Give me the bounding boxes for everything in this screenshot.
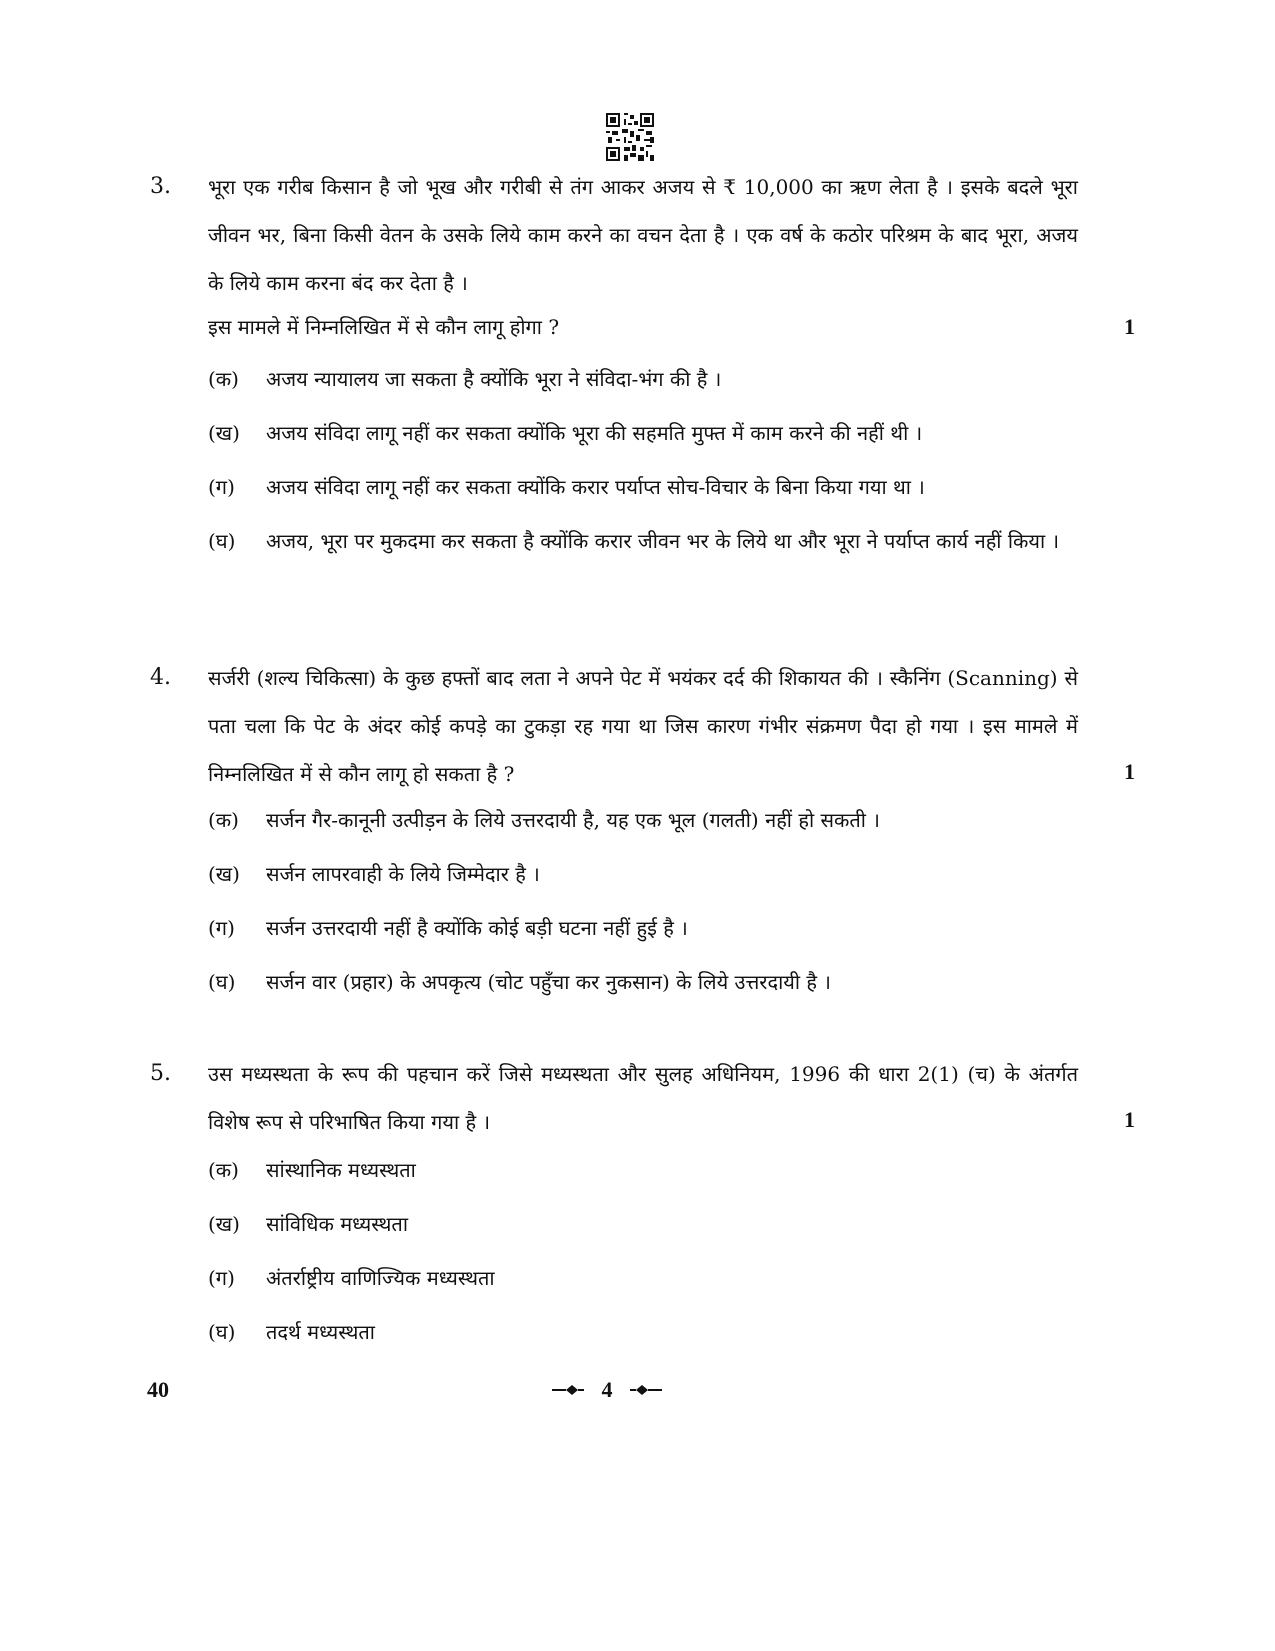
- marks: 1: [1124, 1107, 1135, 1132]
- option-label: (ग): [208, 475, 235, 499]
- marks: 1: [1124, 759, 1135, 784]
- question-4: [150, 654, 1135, 994]
- option-text: अजय संविदा लागू नहीं कर सकता क्योंकि करार पर्याप्त सोच-विचार के बिना किया गया था ।: [266, 475, 925, 499]
- option-label: (घ): [208, 970, 236, 994]
- option[interactable]: [208, 1200, 1088, 1248]
- options-list: [208, 1146, 1088, 1362]
- question-text: सर्जरी (शल्य चिकित्सा) के कुछ हफ्तों बाद लता ने अपने पेट में भयंकर दर्द की शिकायत की । स्कैनिंग (Scanning) से पता चला कि पेट के अंदर कोई कपड़े का टुकड़ा रह गया था जिस कारण गंभीर संक्रमण पैदा हो गया । इस मामले में निम्नलिखित में से कौन लागू हो सकता है ?: [208, 666, 1078, 786]
- option[interactable]: [208, 409, 1088, 457]
- option-text: सर्जन गैर-कानूनी उत्पीड़न के लिये उत्तरदायी है, यह एक भूल (गलती) नहीं हो सकती ।: [266, 808, 880, 832]
- option[interactable]: [208, 904, 1088, 952]
- option-label: (घ): [208, 529, 236, 553]
- option-text: तदर्थ मध्यस्थता: [266, 1320, 375, 1344]
- question-number: 5.: [150, 1061, 171, 1086]
- option[interactable]: [208, 1308, 1088, 1356]
- option-label: (क): [208, 1158, 239, 1182]
- option[interactable]: [208, 355, 1088, 403]
- option[interactable]: [208, 1254, 1088, 1302]
- option[interactable]: [208, 850, 1088, 898]
- ornament-right-icon: [628, 1383, 662, 1397]
- question-3: [150, 163, 1135, 603]
- qr-code: [606, 113, 654, 161]
- option-label: (ग): [208, 1266, 235, 1290]
- options-list: [208, 796, 1088, 1012]
- option-label: (ख): [208, 421, 240, 445]
- page-number: 4: [601, 1377, 613, 1402]
- question-text: उस मध्यस्थता के रूप की पहचान करें जिसे मध्यस्थता और सुलह अधिनियम, 1996 की धारा 2(1) (च) के अंतर्गत विशेष रूप से परिभाषित किया गया है ।: [208, 1062, 1078, 1134]
- option-text: अजय, भूरा पर मुकदमा कर सकता है क्योंकि करार जीवन भर के लिये था और भूरा ने पर्याप्त कार्य नहीं किया ।: [266, 529, 1060, 553]
- question-number: 4.: [150, 665, 171, 690]
- option[interactable]: [208, 958, 1088, 1006]
- option-text: सांविधिक मध्यस्थता: [266, 1212, 409, 1236]
- question-5: [150, 1050, 1135, 1360]
- option-text: सर्जन वार (प्रहार) के अपकृत्य (चोट पहुँचा कर नुकसान) के लिये उत्तरदायी है ।: [266, 970, 831, 994]
- option-text: सांस्थानिक मध्यस्थता: [266, 1158, 416, 1182]
- option-label: (ख): [208, 862, 240, 886]
- option-text: सर्जन लापरवाही के लिये जिम्मेदार है ।: [266, 862, 540, 886]
- option-text: अंतर्राष्ट्रीय वाणिज्यिक मध्यस्थता: [266, 1266, 495, 1290]
- option-label: (क): [208, 367, 239, 391]
- option[interactable]: [208, 463, 1088, 511]
- option-label: (ख): [208, 1212, 240, 1236]
- question-number: 3.: [150, 174, 171, 199]
- question-text: भूरा एक गरीब किसान है जो भूख और गरीबी से तंग आकर अजय से ₹ 10,000 का ऋण लेता है । इसके बदले भूरा जीवन भर, बिना किसी वेतन के उसके लिये काम करने का वचन देता है । एक वर्ष के कठोर परिश्रम के बाद भूरा, अजय के लिये काम करना बंद कर देता है ।: [208, 175, 1078, 295]
- option-label: (क): [208, 808, 239, 832]
- page-footer: [0, 1375, 1275, 1415]
- option-label: (घ): [208, 1320, 236, 1344]
- option-text: सर्जन उत्तरदायी नहीं है क्योंकि कोई बड़ी घटना नहीं हुई है ।: [266, 916, 688, 940]
- page-number-group: [552, 1375, 662, 1405]
- options-list: [208, 355, 1088, 571]
- option[interactable]: [208, 517, 1088, 565]
- marks: 1: [1124, 314, 1135, 339]
- option-text: अजय न्यायालय जा सकता है क्योंकि भूरा ने संविदा-भंग की है ।: [266, 367, 722, 391]
- question-prompt: इस मामले में निम्नलिखित में से कौन लागू होगा ?: [208, 315, 560, 339]
- option-label: (ग): [208, 916, 235, 940]
- option-text: अजय संविदा लागू नहीं कर सकता क्योंकि भूरा की सहमति मुफ्त में काम करने की नहीं थी ।: [266, 421, 923, 445]
- option[interactable]: [208, 796, 1088, 844]
- paper-code: 40: [147, 1377, 169, 1402]
- option[interactable]: [208, 1146, 1088, 1194]
